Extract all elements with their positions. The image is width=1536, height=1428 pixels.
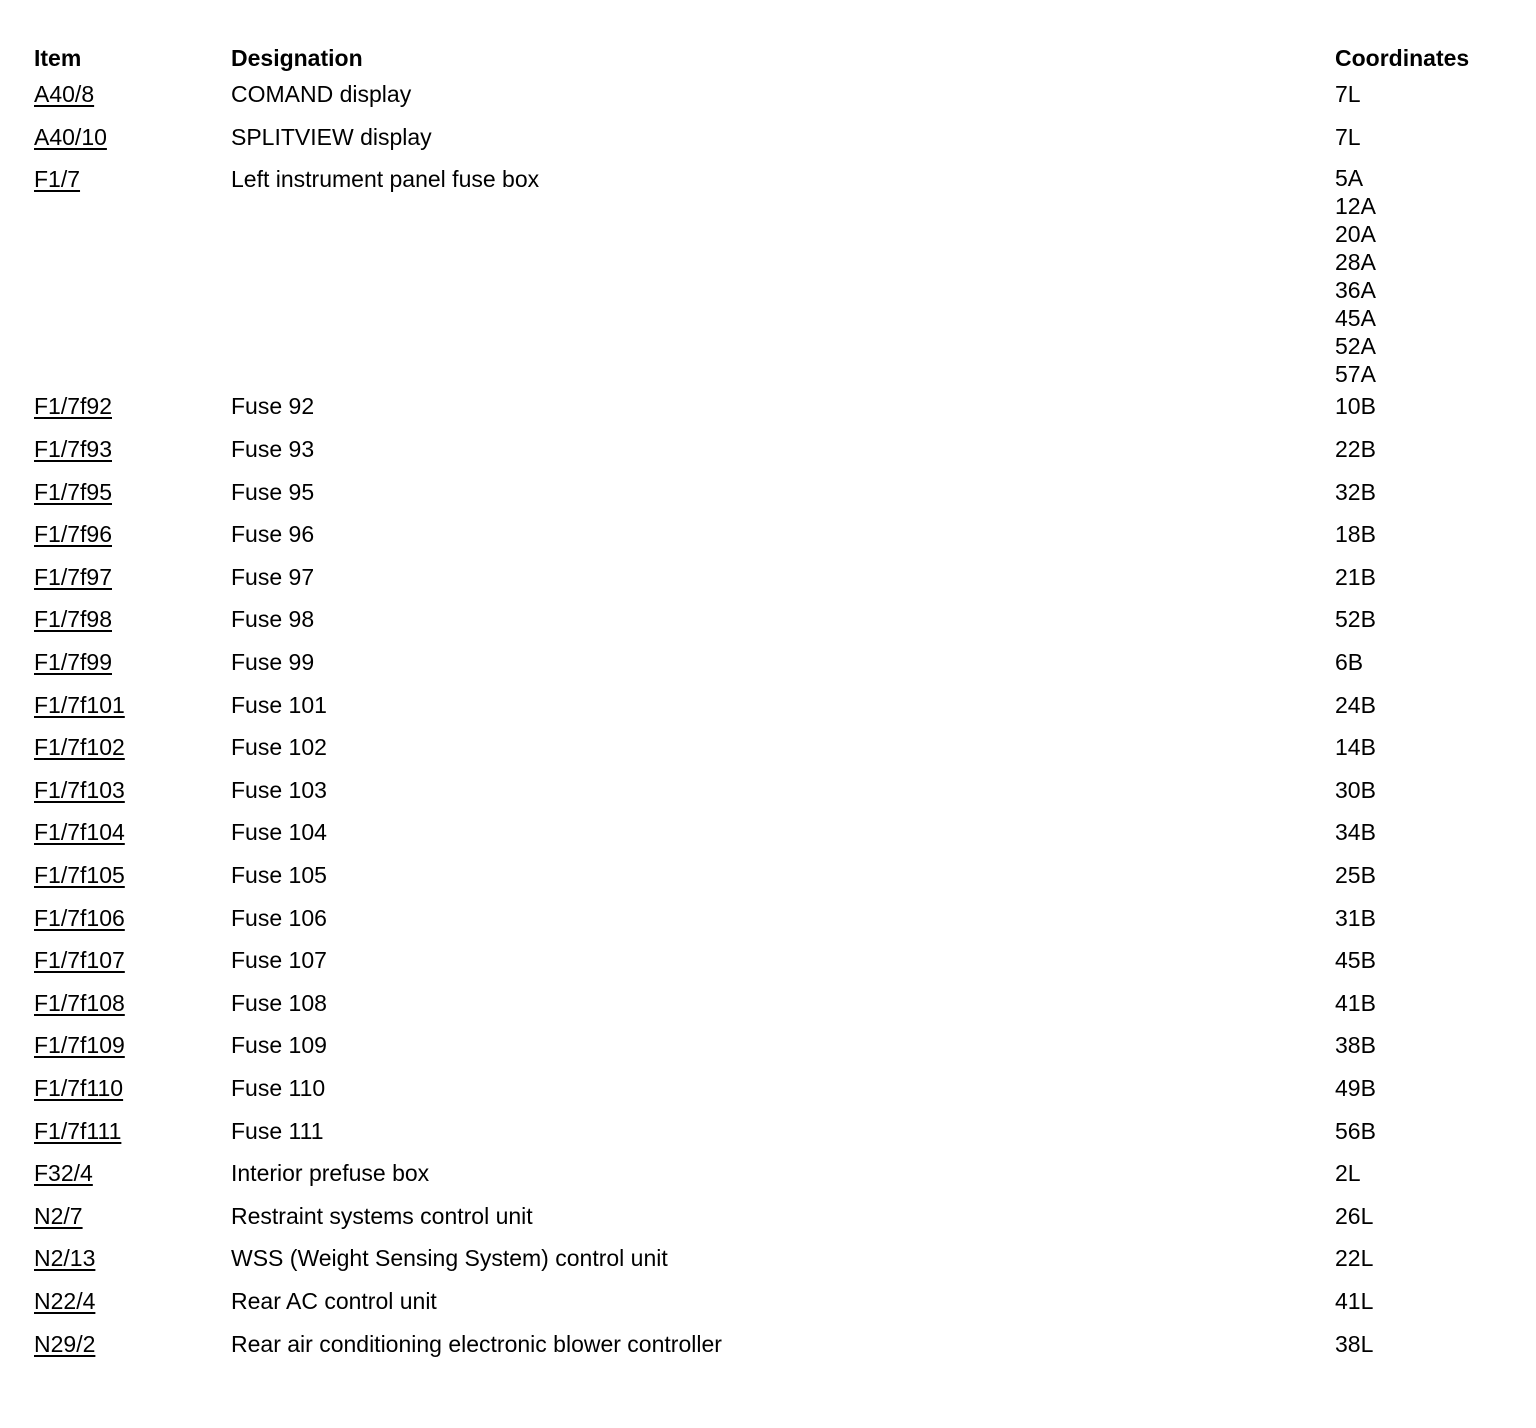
- coordinates-cell: [1335, 119, 1514, 151]
- item-link[interactable]: F1/7f101: [34, 691, 125, 718]
- coordinate-value: 24B: [1335, 691, 1376, 718]
- item-link[interactable]: F1/7f97: [34, 563, 112, 590]
- table-row: [34, 601, 1514, 644]
- item-link[interactable]: N22/4: [34, 1287, 96, 1314]
- table-row: [34, 772, 1514, 815]
- table-row: [34, 1326, 1514, 1369]
- item-cell: [34, 729, 231, 761]
- item-link[interactable]: F1/7f102: [34, 734, 125, 761]
- coordinate-value: 2L: [1335, 1160, 1361, 1187]
- designation-cell: COMAND display: [231, 81, 412, 107]
- designation-cell: Fuse 108: [231, 989, 327, 1016]
- item-link[interactable]: F1/7: [34, 166, 81, 193]
- item-cell: [34, 1113, 231, 1145]
- designation-cell: Left instrument panel fuse box: [231, 166, 540, 193]
- designation-cell: Fuse 103: [231, 776, 327, 803]
- item-cell: [34, 516, 231, 548]
- coordinates-cell: [1335, 729, 1514, 761]
- table-row: [34, 474, 1514, 517]
- item-cell: [34, 985, 231, 1017]
- item-link[interactable]: F1/7f99: [34, 649, 112, 675]
- coordinate-value: 5A: [1335, 165, 1364, 192]
- table-row: [34, 388, 1514, 431]
- coordinates-cell: [1335, 1240, 1514, 1272]
- item-link[interactable]: A40/10: [34, 123, 107, 150]
- table-row: [34, 1240, 1514, 1283]
- designation-cell: Fuse 92: [231, 393, 315, 420]
- item-cell: [34, 772, 231, 804]
- coordinate-value: 6B: [1335, 649, 1364, 675]
- designation-cell: Fuse 101: [231, 691, 327, 718]
- coordinate-value: 28A: [1335, 248, 1376, 275]
- item-link[interactable]: F1/7f103: [34, 776, 125, 803]
- coordinates-cell: [1335, 687, 1514, 719]
- item-cell: [34, 1027, 231, 1059]
- coordinate-value: 22B: [1335, 436, 1376, 463]
- coordinate-value: 25B: [1335, 861, 1376, 888]
- coordinates-cell: [1335, 1113, 1514, 1145]
- coordinates-cell: [1335, 814, 1514, 846]
- table-row: [34, 729, 1514, 772]
- coordinates-cell: [1335, 857, 1514, 889]
- designation-cell: Fuse 97: [231, 563, 315, 590]
- coordinate-value: 7L: [1335, 123, 1361, 150]
- table-row: [34, 942, 1514, 985]
- table-row: [34, 559, 1514, 602]
- item-cell: [34, 857, 231, 889]
- table-row: [34, 644, 1514, 687]
- coordinate-value: 22L: [1335, 1245, 1374, 1272]
- item-cell: [34, 601, 231, 633]
- item-link[interactable]: F1/7f95: [34, 478, 112, 505]
- item-cell: [34, 900, 231, 932]
- coordinate-value: 56B: [1335, 1117, 1376, 1144]
- table-row: [34, 1155, 1514, 1198]
- coordinate-value: 20A: [1335, 221, 1376, 247]
- item-cell: [34, 161, 231, 193]
- table-row: [34, 76, 1514, 119]
- item-cell: [34, 942, 231, 974]
- coordinate-value: 57A: [1335, 360, 1376, 387]
- coordinates-cell: [1335, 559, 1514, 591]
- coordinate-value: 18B: [1335, 521, 1376, 548]
- coordinates-cell: [1335, 516, 1514, 548]
- coordinates-cell: [1335, 942, 1514, 974]
- designation-cell: Rear air conditioning electronic blower controller: [231, 1330, 722, 1357]
- coordinates-cell: [1335, 161, 1514, 388]
- coordinate-value: 32B: [1335, 478, 1376, 505]
- coordinates-cell: [1335, 1155, 1514, 1187]
- item-link[interactable]: F1/7f93: [34, 436, 112, 463]
- designation-cell: SPLITVIEW display: [231, 123, 432, 150]
- item-cell: [34, 431, 231, 463]
- designation-cell: Restraint systems control unit: [231, 1202, 533, 1229]
- coordinate-value: 41B: [1335, 989, 1376, 1016]
- coordinates-cell: [1335, 1070, 1514, 1102]
- item-cell: [34, 814, 231, 846]
- coordinate-value: 14B: [1335, 734, 1376, 761]
- coordinate-value: 52A: [1335, 332, 1376, 359]
- item-cell: [34, 76, 231, 108]
- coordinates-cell: [1335, 900, 1514, 932]
- coordinate-value: 31B: [1335, 904, 1376, 931]
- designation-cell: Rear AC control unit: [231, 1287, 437, 1314]
- header-item: Item: [34, 45, 82, 71]
- item-link[interactable]: F1/7f111: [34, 1117, 122, 1144]
- item-cell: [34, 1198, 231, 1230]
- designation-cell: WSS (Weight Sensing System) control unit: [231, 1245, 668, 1272]
- coordinates-cell: [1335, 985, 1514, 1017]
- designation-cell: Fuse 99: [231, 649, 315, 675]
- item-link[interactable]: F1/7f110: [34, 1074, 124, 1101]
- item-link[interactable]: N2/13: [34, 1245, 96, 1272]
- designation-cell: Interior prefuse box: [231, 1160, 430, 1187]
- coordinates-cell: [1335, 388, 1514, 420]
- designation-cell: Fuse 110: [231, 1074, 326, 1101]
- coordinates-cell: [1335, 1326, 1514, 1358]
- coordinates-cell: [1335, 1283, 1514, 1315]
- coordinates-cell: [1335, 431, 1514, 463]
- coordinate-value: 34B: [1335, 819, 1376, 846]
- coordinate-value: 52B: [1335, 606, 1376, 633]
- item-link[interactable]: F1/7f105: [34, 861, 125, 888]
- table-header: [34, 40, 1514, 76]
- item-link[interactable]: F1/7f108: [34, 989, 125, 1016]
- table-row: [34, 857, 1514, 900]
- coordinates-cell: [1335, 1198, 1514, 1230]
- item-link[interactable]: N29/2: [34, 1330, 96, 1357]
- coordinate-value: 30B: [1335, 776, 1376, 803]
- coordinate-value: 49B: [1335, 1074, 1376, 1101]
- item-cell: [34, 687, 231, 719]
- table-row: [34, 161, 1514, 388]
- coordinates-cell: [1335, 644, 1514, 676]
- designation-cell: Fuse 95: [231, 478, 315, 505]
- item-cell: [34, 1283, 231, 1315]
- table-row: [34, 431, 1514, 474]
- item-link[interactable]: F1/7f98: [34, 606, 112, 633]
- coordinate-value: 36A: [1335, 276, 1376, 303]
- designation-cell: Fuse 105: [231, 861, 327, 888]
- coordinate-value: 10B: [1335, 393, 1376, 420]
- table-row: [34, 1027, 1514, 1070]
- item-link[interactable]: F1/7f92: [34, 393, 112, 420]
- table-row: [34, 516, 1514, 559]
- item-cell: [34, 119, 231, 151]
- table-row: [34, 985, 1514, 1028]
- item-link[interactable]: F1/7f109: [34, 1032, 125, 1059]
- item-link[interactable]: F1/7f104: [34, 819, 125, 846]
- designation-cell: Fuse 102: [231, 734, 327, 761]
- item-cell: [34, 474, 231, 506]
- designation-cell: Fuse 93: [231, 436, 315, 463]
- coordinates-cell: [1335, 76, 1514, 108]
- item-cell: [34, 644, 231, 676]
- coordinates-cell: [1335, 601, 1514, 633]
- coordinate-value: 7L: [1335, 81, 1361, 107]
- coordinate-value: 41L: [1335, 1287, 1374, 1314]
- designation-cell: Fuse 96: [231, 521, 315, 548]
- designation-cell: Fuse 98: [231, 606, 315, 633]
- item-link[interactable]: F1/7f96: [34, 521, 112, 548]
- item-link[interactable]: A40/8: [34, 81, 95, 107]
- coordinates-cell: [1335, 1027, 1514, 1059]
- item-cell: [34, 1070, 231, 1102]
- item-cell: [34, 559, 231, 591]
- header-coordinates: Coordinates: [1335, 45, 1470, 71]
- coordinate-value: 21B: [1335, 563, 1376, 590]
- table-row: [34, 1070, 1514, 1113]
- item-cell: [34, 388, 231, 420]
- item-link[interactable]: F1/7f107: [34, 947, 125, 974]
- table-row: [34, 1198, 1514, 1241]
- designation-cell: Fuse 107: [231, 947, 327, 974]
- table-row: [34, 119, 1514, 162]
- coordinates-cell: [1335, 772, 1514, 804]
- header-designation: Designation: [231, 45, 363, 71]
- coordinate-value: 38L: [1335, 1330, 1374, 1357]
- table-row: [34, 1113, 1514, 1156]
- coordinate-value: 45A: [1335, 304, 1376, 331]
- coordinate-value: 12A: [1335, 193, 1376, 220]
- item-link[interactable]: F1/7f106: [34, 904, 125, 931]
- table-row: [34, 900, 1514, 943]
- designation-cell: Fuse 104: [231, 819, 327, 846]
- coordinate-value: 38B: [1335, 1032, 1376, 1059]
- item-cell: [34, 1155, 231, 1187]
- coordinate-value: 26L: [1335, 1202, 1374, 1229]
- item-cell: [34, 1240, 231, 1272]
- table-row: [34, 814, 1514, 857]
- designation-cell: Fuse 106: [231, 904, 327, 931]
- coordinates-cell: [1335, 474, 1514, 506]
- designation-cell: Fuse 111: [231, 1117, 324, 1144]
- designation-cell: Fuse 109: [231, 1032, 327, 1059]
- item-cell: [34, 1326, 231, 1358]
- table-body: [34, 76, 1514, 1368]
- table-row: [34, 687, 1514, 730]
- item-link[interactable]: N2/7: [34, 1202, 83, 1229]
- item-link[interactable]: F32/4: [34, 1160, 93, 1187]
- table-row: [34, 1283, 1514, 1326]
- coordinate-value: 45B: [1335, 947, 1376, 974]
- component-table: [34, 40, 1514, 1368]
